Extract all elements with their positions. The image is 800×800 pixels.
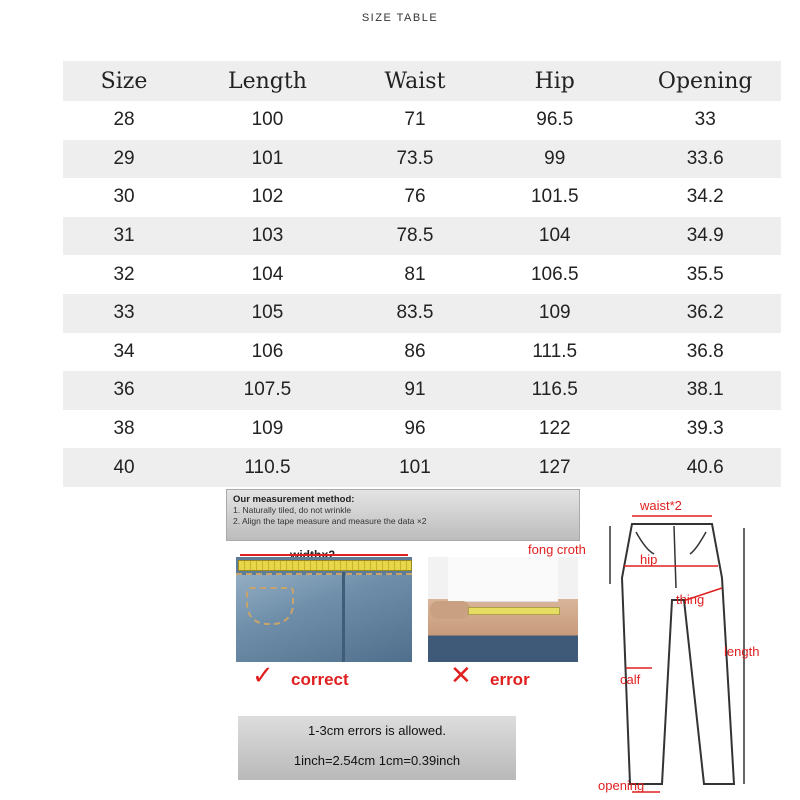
- table-cell: 38.1: [629, 371, 781, 410]
- pants-outline: [622, 524, 734, 784]
- table-cell: 111.5: [532, 340, 578, 362]
- table-cell: 81: [404, 263, 426, 285]
- table-cell: 36: [63, 371, 185, 410]
- error-label: error: [490, 670, 530, 689]
- table-cell: 71: [404, 109, 426, 131]
- table-row: [63, 101, 781, 140]
- method-title: Our measurement method:: [233, 494, 355, 505]
- table-cell: 105: [185, 294, 350, 333]
- table-cell: 103: [185, 217, 350, 256]
- table-row: [63, 217, 781, 256]
- width-arrow: [240, 554, 408, 556]
- checkmark-icon: ✓: [252, 660, 274, 690]
- table-cell: 109: [480, 294, 629, 333]
- table-cell: 101.5: [530, 186, 579, 208]
- table-cell: 36.2: [629, 294, 781, 333]
- header-size: Size: [63, 61, 185, 101]
- label-waist: waist*2: [640, 498, 682, 513]
- jeans-fly: [342, 572, 345, 662]
- table-cell: 35.5: [686, 263, 724, 285]
- table-cell: 116.5: [480, 371, 629, 410]
- tape-measure-icon: [238, 560, 412, 571]
- pants-pocket-left: [636, 532, 654, 554]
- jeans-flat-photo: [236, 557, 412, 662]
- table-cell: 38: [113, 418, 135, 440]
- pants-pocket-right: [690, 532, 706, 554]
- table-cell: 76: [404, 186, 426, 208]
- label-calf: calf: [620, 672, 641, 687]
- table-row: [63, 371, 781, 410]
- table-cell: 33.6: [629, 140, 781, 179]
- tolerance-note: [238, 716, 516, 780]
- table-cell: 96.5: [536, 109, 574, 131]
- table-cell: 104: [251, 263, 284, 285]
- table-cell: 100: [251, 109, 284, 131]
- table-cell: 102: [251, 186, 284, 208]
- table-cell: 110.5: [185, 448, 350, 487]
- table-cell: 99: [480, 140, 629, 179]
- label-length: length: [724, 644, 760, 659]
- tape-measure-icon: [468, 607, 560, 615]
- table-cell: 101: [350, 448, 480, 487]
- jeans-pocket: [246, 587, 294, 625]
- table-cell: 83.5: [350, 294, 480, 333]
- table-cell: 96: [404, 418, 426, 440]
- table-cell: 106: [251, 340, 284, 362]
- cross-icon: ✕: [450, 660, 472, 690]
- table-row: [63, 333, 781, 372]
- header-waist: Waist: [350, 61, 480, 101]
- table-cell: 78.5: [350, 217, 480, 256]
- table-cell: 91: [350, 371, 480, 410]
- label-fong-croth: fong croth: [528, 542, 586, 557]
- table-cell: 31: [63, 217, 185, 256]
- table-cell: 73.5: [350, 140, 480, 179]
- note-errors: 1-3cm errors is allowed.: [308, 723, 446, 738]
- table-cell: 28: [113, 109, 135, 131]
- table-cell: 29: [63, 140, 185, 179]
- table-cell: 107.5: [185, 371, 350, 410]
- note-conversion: 1inch=2.54cm 1cm=0.39inch: [293, 753, 461, 768]
- label-hip: hip: [640, 552, 658, 567]
- table-cell: 40.6: [629, 448, 781, 487]
- table-header-row: [63, 61, 781, 101]
- table-cell: 106.5: [530, 263, 579, 285]
- hand: [430, 601, 470, 619]
- table-row: [63, 410, 781, 449]
- label-thing: thing: [676, 592, 705, 607]
- table-row: [63, 140, 781, 179]
- pants-fly: [674, 526, 676, 588]
- table-cell: 33: [694, 109, 716, 131]
- table-cell: 101: [185, 140, 350, 179]
- table-cell: 104: [480, 217, 629, 256]
- table-cell: 86: [404, 340, 426, 362]
- header-opening: Opening: [629, 61, 781, 101]
- correct-label: correct: [291, 670, 349, 689]
- table-cell: 122: [538, 418, 571, 440]
- table-cell: 34: [113, 340, 135, 362]
- table-cell: 32: [113, 263, 135, 285]
- table-cell: 40: [63, 448, 185, 487]
- table-row: [63, 178, 781, 217]
- label-opening: opening: [598, 778, 645, 793]
- header-hip: Hip: [480, 61, 629, 101]
- table-cell: 34.2: [686, 186, 724, 208]
- shirt: [448, 557, 558, 602]
- table-cell: 30: [113, 186, 135, 208]
- table-cell: 36.8: [686, 340, 724, 362]
- table-cell: 34.9: [629, 217, 781, 256]
- method-step-2: 2. Align the tape measure and measure the data ×2: [233, 516, 427, 526]
- size-table: [63, 61, 781, 487]
- table-row: [63, 448, 781, 487]
- page-title: SIZE TABLE: [361, 12, 439, 24]
- pants-diagram: [592, 488, 792, 800]
- method-step-1: 1. Naturally tiled, do not wrinkle: [233, 505, 352, 515]
- table-cell: 127: [480, 448, 629, 487]
- table-cell: 109: [251, 418, 284, 440]
- measurement-method-banner: [226, 489, 580, 541]
- table-row: [63, 255, 781, 294]
- header-length: Length: [185, 61, 350, 101]
- table-row: [63, 294, 781, 333]
- table-cell: 39.3: [686, 418, 724, 440]
- table-cell: 33: [63, 294, 185, 333]
- body-measure-photo: [428, 557, 578, 662]
